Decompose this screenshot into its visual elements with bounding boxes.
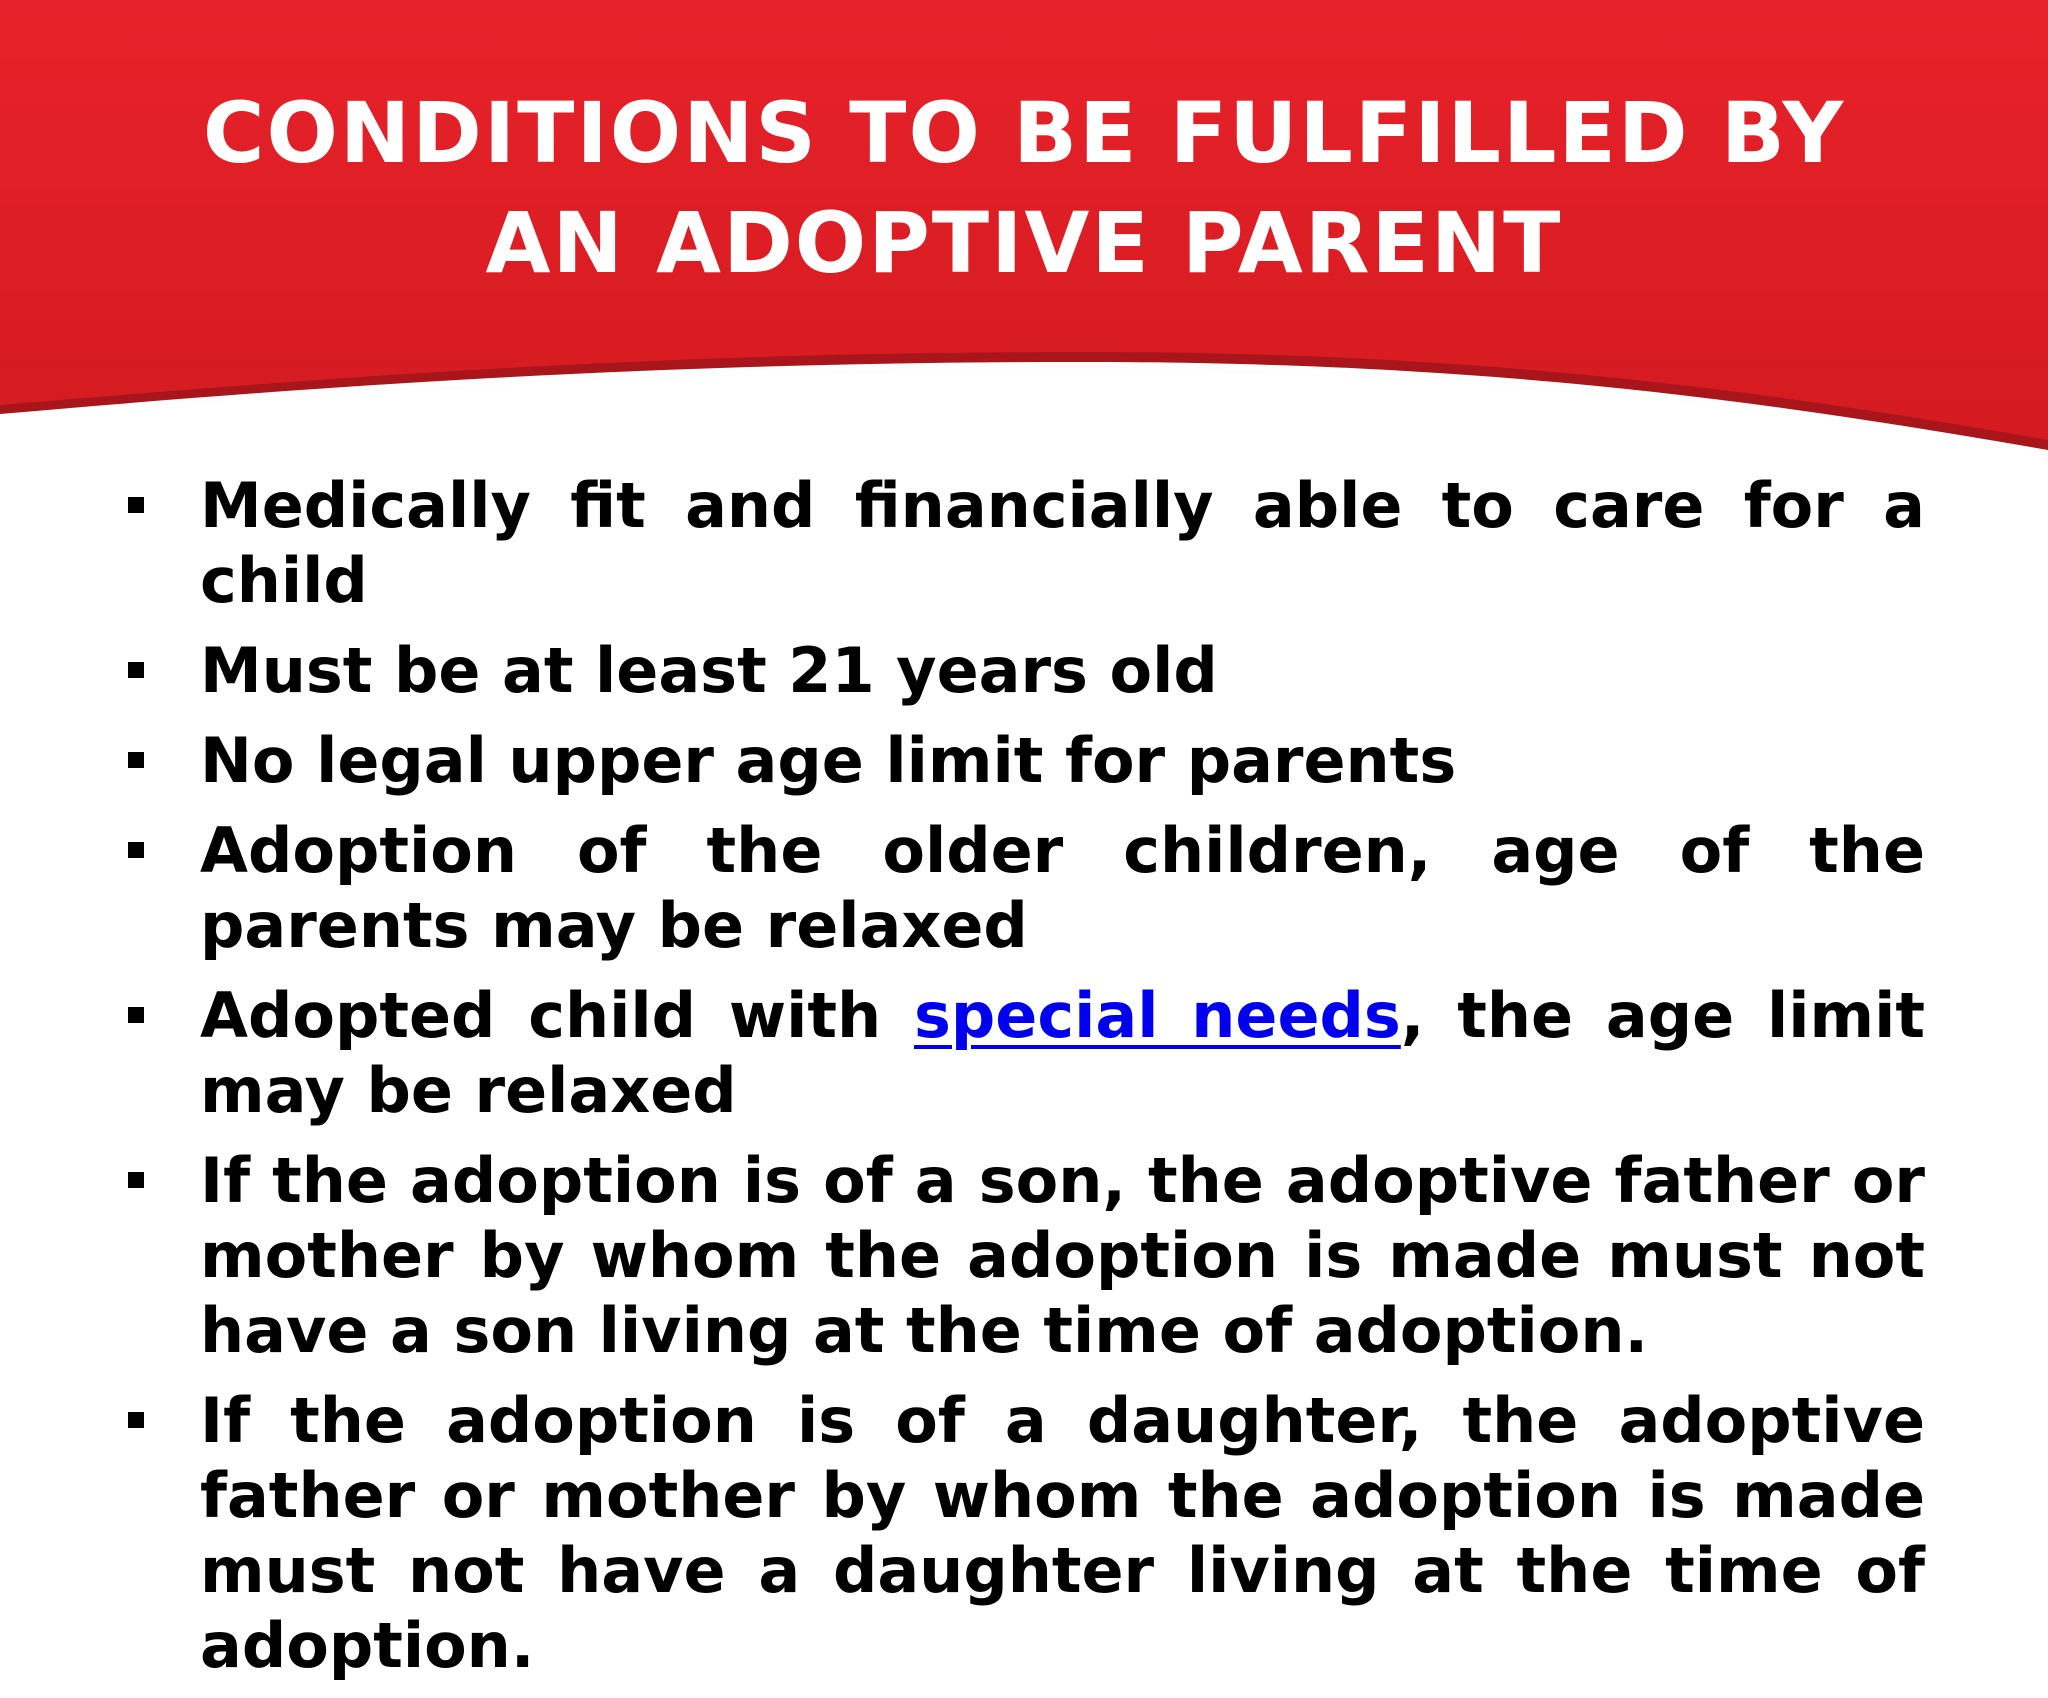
list-item bbox=[120, 723, 1925, 798]
list-item-text: Must be at least 21 years old bbox=[200, 634, 1218, 707]
list-item bbox=[120, 1383, 1925, 1683]
list-item bbox=[120, 468, 1925, 618]
title-line-2: AN ADOPTIVE PARENT bbox=[485, 194, 1563, 292]
special-needs-link[interactable]: special needs bbox=[914, 979, 1401, 1052]
list-item bbox=[120, 1143, 1925, 1368]
list-item bbox=[120, 978, 1925, 1128]
square-bullet-icon bbox=[128, 842, 144, 858]
list-item-text: If the adoption is of a son, the adoptive father or mother by whom the adoption is made must not have a son living at the time of adoption. bbox=[200, 1144, 1925, 1367]
list-item-text-before: Adopted child with bbox=[200, 979, 915, 1052]
list-item-text bbox=[200, 979, 1925, 1127]
square-bullet-icon bbox=[128, 1412, 144, 1428]
list-item-text: Adoption of the older children, age of the parents may be relaxed bbox=[200, 814, 1925, 962]
list-item bbox=[120, 813, 1925, 963]
square-bullet-icon bbox=[128, 662, 144, 678]
title-line-1: CONDITIONS TO BE FULFILLED BY bbox=[202, 84, 1846, 182]
list-item-text: No legal upper age limit for parents bbox=[200, 724, 1457, 797]
conditions-list bbox=[120, 468, 1925, 1698]
list-item bbox=[120, 633, 1925, 708]
list-item-text: Medically fit and financially able to care for a child bbox=[200, 469, 1925, 617]
square-bullet-icon bbox=[128, 752, 144, 768]
square-bullet-icon bbox=[128, 1007, 144, 1023]
slide-title bbox=[0, 78, 2048, 298]
square-bullet-icon bbox=[128, 497, 144, 513]
list-item-text: If the adoption is of a daughter, the adoptive father or mother by whom the adoption is made must not have a daughter living at the time of adoption. bbox=[200, 1384, 1925, 1682]
list-item-text-after: , the age limit may be relaxed bbox=[200, 979, 1925, 1127]
square-bullet-icon bbox=[128, 1172, 144, 1188]
